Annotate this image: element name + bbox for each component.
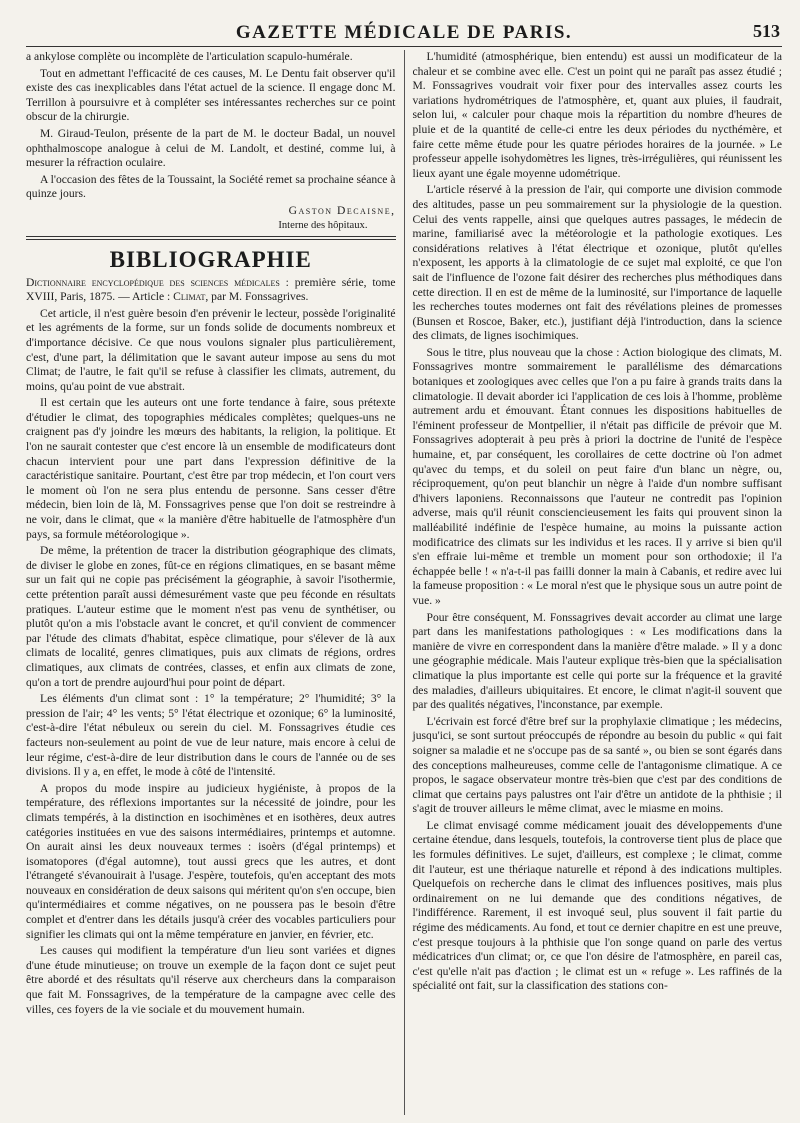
paragraph: Pour être conséquent, M. Fonssagrives devait accorder au climat une large part dans les manifestations pathologiques : « Les modifications dans la manière de vivre en correspondent dans la manière d'être malade. » Il y a donc une géographie médicale. Mais l'auteur explique très-bien que la spécialisation climatique la plus importante est celle qui porte sur la fréquence et la gravité des maladies, d'ailleurs ubiquitaires. Et encore, le climat n'agit-il souvent que par des qualités négatives, l'inconstance, par exemple.: [412, 610, 782, 712]
paragraph: Tout en admettant l'efficacité de ces causes, M. Le Dentu fait observer qu'il existe des cas inexplicables dans l'état actuel de la science. Il engage donc M. Terrillon à poursuivre et à compléter ses intéressantes recherches sur ce point obscur de la chirurgie.: [26, 66, 396, 124]
paragraph: Il est certain que les auteurs ont une forte tendance à faire, sous prétexte d'étudier le climat, des topographies médicales complètes; quelques-uns ne craignent pas d'y joindre les mœurs des habitants, la religion, la politique. Et l'on ne saurait contester que c'est encore là un ensemble de modificateurs dont chacun intervient pour une part dans l'expression définitive de la caractéristique sanitaire. Pourtant, c'est être par trop médecin, et l'on court vers le moment où l'on ne sera plus entendu de personne. Sans cesser d'être médecin, bien loin de là, M. Fonssagrives pense que l'on doit se restreindre à ne voir, dans le climat, que « la manière d'être habituelle de l'atmosphère d'un pays, sa formule météorologique ».: [26, 396, 396, 541]
paragraph: Le climat envisagé comme médicament jouait des développements d'une certaine étendue, dans lesquels, toutefois, la controverse tient plus de place que les formules définitives. Le sujet, d'ailleurs, est complexe ; le climat, comme dit l'auteur, est une thériaque naturelle et répond à des indications multiples. Quelquefois on recherche dans le climat des influences positives, mais plus ordinairement on ne lui demande que des conditions négatives, de l'indifférence. Rarement, il est invoqué seul, plus souvent il fait partie du régime des médicaments. Au fond, et tout ce dernier chapitre en est une preuve, c'est presque toujours à la phthisie que l'on songe quand on parle des vertus médicatrices d'un climat; or, ce que l'on désire de l'atmosphère, en pareil cas, c'est qu'elle n'ait pas d'action ; le climat est un « refuge ». Les raffinés de la spécialité ont fait, sur la classification des stations con-: [412, 818, 782, 993]
page-number: 513: [753, 21, 780, 41]
author-title: Interne des hôpitaux.: [278, 219, 368, 231]
paragraph: Les éléments d'un climat sont : 1° la température; 2° l'humidité; 3° la pression de l'air; 4° les vents; 5° l'état électrique et ozonique; 6° la luminosité, c'est-à-dire l'état nébuleux ou serein du ciel. M. Fonssagrives étudie ces facteurs non-seulement au point de vue de leur nature, mais encore à celui de leur régime, c'est-à-dire de leur distribution dans le cours de l'année ou de ses divisions. Il y a, en effet, le mode à côté de l'intensité.: [26, 692, 396, 779]
newspaper-page: [26, 10, 782, 1115]
page-header: [26, 10, 782, 47]
author-signature: Gaston Decaisne,: [288, 203, 396, 217]
section-divider: [26, 236, 396, 240]
paragraph: A l'occasion des fêtes de la Toussaint, la Société remet sa prochaine séance à quinze jours.: [26, 172, 396, 201]
journal-title: GAZETTE MÉDICALE DE PARIS.: [235, 22, 573, 43]
paragraph: Les causes qui modifient la température d'un lieu sont variées et dignes d'une étude minutieuse; on trouve un exemple de la façon dont ce sujet peut être abordé et des résultats qu'il réserve aux chercheurs dans la comparaison que fait M. Fonssagrives, de la température de la campagne avec celle des villes, ces foyers de la vie sociale et du mouvement humain.: [26, 944, 396, 1016]
section-title: BIBLIOGRAPHIE: [109, 246, 312, 272]
paragraph: Cet article, il n'est guère besoin d'en prévenir le lecteur, possède l'originalité et les agréments de la forme, sur un fonds solide de documents nombreux et d'importance décisive. Ce que nous voulons signaler plus particulièrement, c'est, d'une part, la délimitation que le savant auteur impose au sens du mot Climat; de l'autre, le fait qu'il se refuse à classifier les climats, autrement, du moins, qu'au point de vue abstrait.: [26, 306, 396, 393]
reference-work: Dictionnaire encyclopédique des sciences médicales: [26, 275, 280, 289]
paragraph: A propos du mode inspire au judicieux hygiéniste, à propos de la température, des réflexions importantes sur la nécessité de joindre, pour les climats tempérés, à la distinction en isochimènes et en isothères, deux autres catégories instituées en vue des saisons intermédiaires, printemps et automne. On aurait ainsi les deux nouveaux termes : isoèrs (d'égal printemps) et isomatopores (d'égal automne), tout aussi grecs que les autres, et dont l'étrangeté s'évanouirait à l'usage. J'espère, toutefois, qu'en acceptant des mots nouveaux en considération de deux saisons qui méritent qu'on s'en occupe, bien qu'intermédiaires et comme négatives, on ne poussera pas le besoin d'être complet et d'entrer dans les détails jusqu'à créer des vocables particuliers pour signifier les climats qui ont la même température en janvier, en février, etc.: [26, 781, 396, 941]
paragraph: L'humidité (atmosphérique, bien entendu) est aussi un modificateur de la chaleur et se combine avec elle. C'est un point qui ne paraît pas assez étudié ; M. Fonssagrives voudrait voir fixer pour des intervalles assez courts les variations hydrométriques de l'atmosphère, et, quant aux pluies, il faudrait, selon lui, « calculer pour chaque mois la répartition du nombre d'heures de pluie et de la quantité de celle-ci entre les deux périodes du nycthémère, et faire cette même étude pour les quatre périodes horaires de la journée. » Le professeur appelle isohydomètres les lignes, très-irrégulières, qui réunissent les lieux ayant une égale moyenne udométrique.: [412, 50, 782, 180]
column-divider: [404, 50, 405, 1115]
bibliography-reference: [26, 276, 396, 305]
reference-article: Climat: [173, 290, 206, 304]
paragraph: a ankylose complète ou incomplète de l'articulation scapulo-humérale.: [26, 50, 353, 63]
paragraph: L'article réservé à la pression de l'air, qui comporte une division commode des altitudes, passe un peu sommairement sur la physiologie de la question. Celui des vents rappelle, ainsi que quelques autres passages, le médecin de marine, familiarisé avec la météorologie et la pathologie exotiques. Les considérations relatives à l'état électrique et ozonique, plutôt qu'elles n'exposent, les apports à la climatologie de ce sujet mal exploité, ce que l'on sait de l'influence de l'ozone fait désirer des recherches plus méthodiques dans cette direction. Il en est de même de la luminosité, sur l'importance de laquelle les recherches toutes modernes ont fait des révélations pleines de promesses (Bunsen et Roscoe, Baker, etc.), justifiant déjà l'introduction, dans la science des climats, de lignes isochimiques.: [412, 183, 782, 343]
right-column: [407, 50, 783, 1115]
reference-details: : première série, tome XVIII, Paris, 1875. — Article :: [26, 275, 396, 304]
paragraph: M. Giraud-Teulon, présente de la part de M. le docteur Badal, un nouvel ophthalmoscope analogue à celui de M. Landolt, et destiné, comme lui, à mesurer la réfraction oculaire.: [26, 126, 396, 170]
paragraph: De même, la prétention de tracer la distribution géographique des climats, de diviser le globe en zones, fût-ce en régions climatiques, en se basant même sur un fait qui ne copie pas précisément la géographie, à savoir l'isothermie, cette prétention paraît aussi démesurément vaste que peu féconde en résultats pratiques. L'auteur estime que le moment n'est pas venu de synthétiser, ou plutôt qu'on a mis l'obstacle avant le concret, et qu'il convient de commencer par l'étude des climats d'habitat, espèce climatique, pour s'élever de là aux climats de localité, genres climatiques, puis aux climats de régions, ordres climatiques, aux climats de contrées, classes, et enfin aux climats de zone, qu'on a tort de prendre aujourd'hui pour point de départ.: [26, 544, 396, 689]
paragraph: L'écrivain est forcé d'être bref sur la prophylaxie climatique ; les médecins, jusqu'ici, se sont surtout préoccupés de répondre au besoin du public « qui fait soigner sa maladie et ne s'occupe pas de sa santé », ou bien se sont égarés dans des conceptions malheureuses, comme celle de l'antagonisme climatique. A ce propos, le sagace observateur montre très-bien que c'est par des conditions de climat que certains pays palustres ont l'air d'être un antidote de la phthisie ; il s'agit de trouver ailleurs le même climat, avec le miasme en moins.: [412, 714, 782, 816]
reference-author: , par M. Fonssagrives.: [205, 290, 309, 304]
paragraph: Sous le titre, plus nouveau que la chose : Action biologique des climats, M. Fonssagrives montre sommairement le parallélisme des démarcations botaniques et zoologiques avec celles que l'on a pu faire à grands traits dans la climatologie. Il devait aborder ici l'application de ces lois à l'homme, problème autrement ardu et émouvant. Étant connues les dispositions habituelles de l'éminent professeur de Montpellier, il n'était pas difficile de prévoir que M. Fonssagrives adopterait à peu près à priori la doctrine de l'unité de l'espèce humaine, et, par conséquent, les corollaires de cette doctrine où l'on admet qu'avec du temps, et du soleil on peut faire d'un blanc un nègre, ou, réciproquement, qu'on peut blanchir un nègre à l'aide d'un nombre suffisant d'hivers laponiens. Reconnaissons que l'auteur ne contredit pas l'opinion adverse, mais qu'il réunit consciencieusement les faits qui prouvent sinon la malléabilité indéfinie de l'espèce humaine, au moins la puissante action modificatrice des climats sur les individus et les races. Il y arrive si bien qu'il s'en effraie lui-même et tremble un moment pour son orthodoxie; il l'a échappée belle ! « n'a-t-il pas failli donner la main à Cabanis, et redire avec lui la fameuse proposition : « Le moral n'est que le physique sous un autre point de vue. »: [412, 345, 782, 607]
left-column: [26, 50, 402, 1115]
text-columns: [26, 50, 782, 1115]
